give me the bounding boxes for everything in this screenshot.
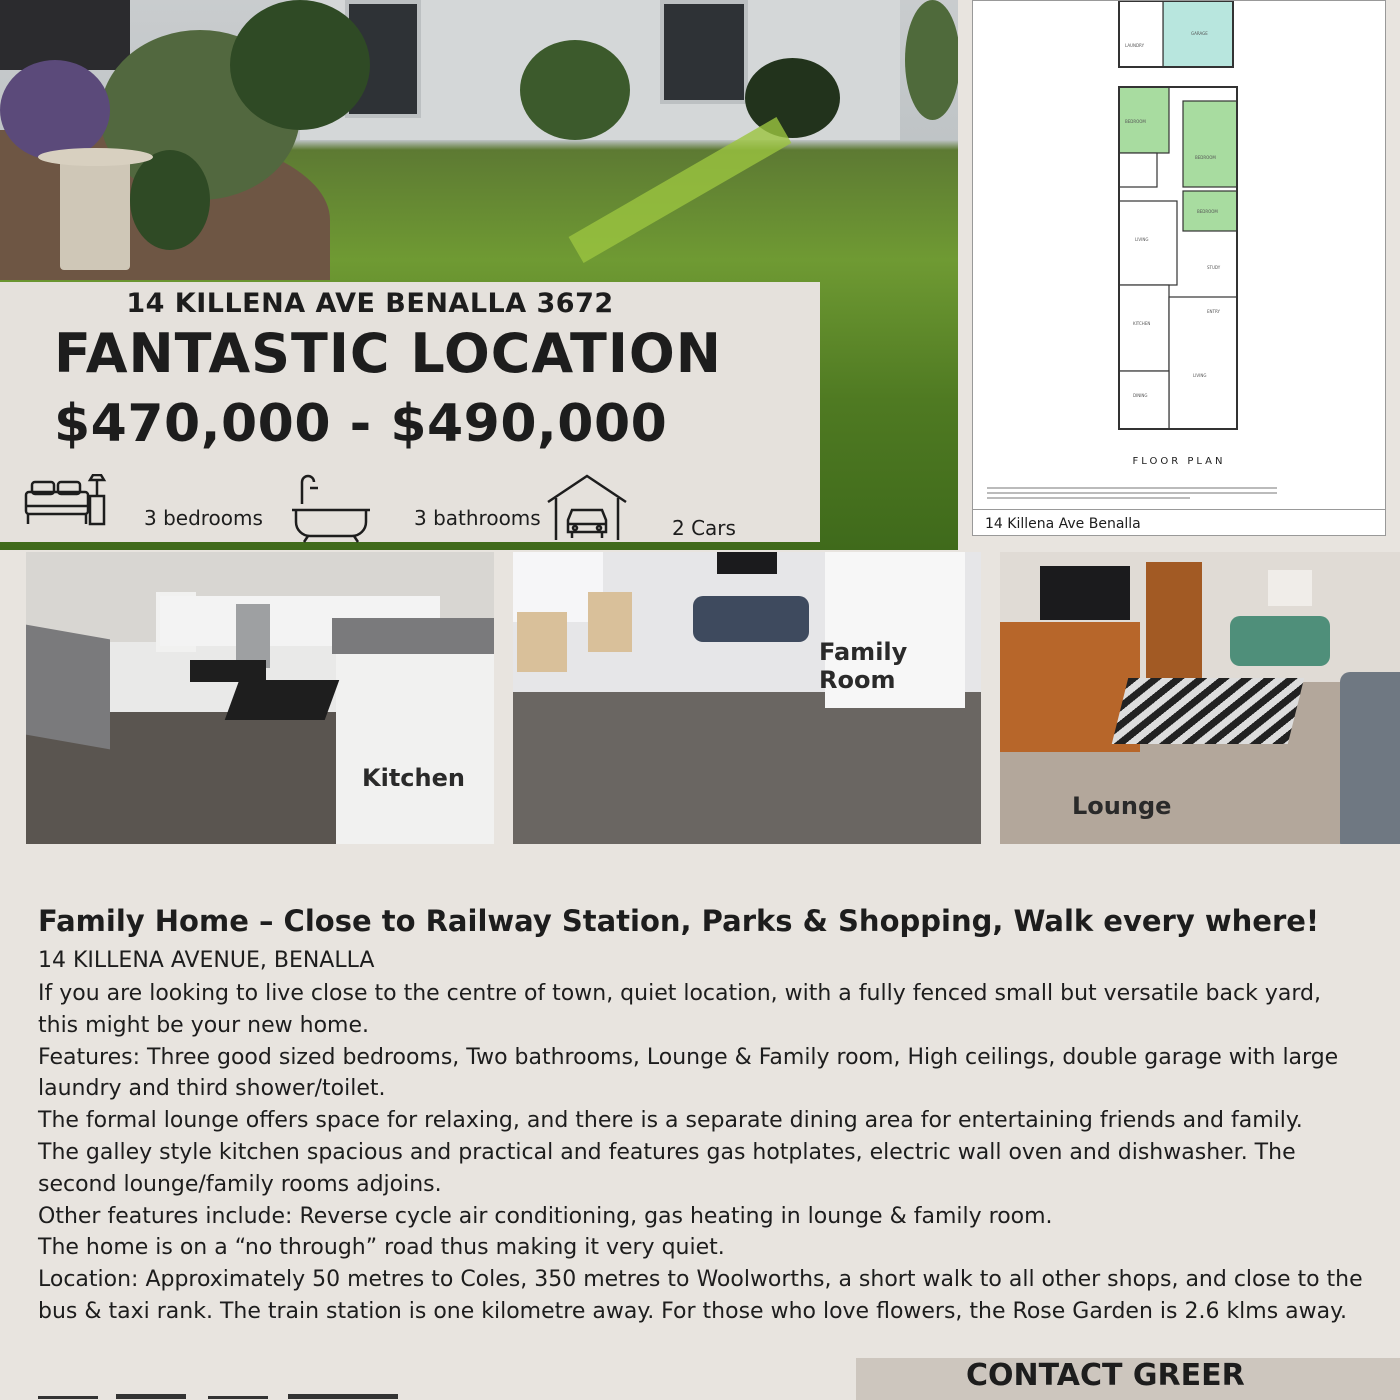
armchair xyxy=(588,592,632,652)
counter xyxy=(26,625,110,750)
house-window xyxy=(660,0,748,104)
garage-icon xyxy=(546,474,628,540)
cars-label: 2 Cars xyxy=(672,516,736,540)
shrub xyxy=(520,40,630,140)
shrub xyxy=(905,0,958,120)
description-paragraph: Location: Approximately 50 metres to Coles, 350 metres to Woolworths, a short walk to all other shops, and close to the bus & taxi rank. The train station is one kilometre away. For those who love flowers, the Rose Garden is 2.6 klms away. xyxy=(38,1267,1363,1324)
lounge-photo xyxy=(1000,552,1400,844)
bed-icon xyxy=(24,474,108,532)
television xyxy=(1040,566,1130,620)
floor-mat xyxy=(225,680,340,720)
svg-text:LAUNDRY: LAUNDRY xyxy=(1125,43,1145,48)
svg-text:STUDY: STUDY xyxy=(1207,265,1221,270)
bathrooms-label: 3 bathrooms xyxy=(414,506,541,530)
shrub xyxy=(130,150,210,250)
bathtub-icon xyxy=(290,474,372,544)
shrub xyxy=(230,0,370,130)
sofa xyxy=(1230,616,1330,666)
svg-text:BEDROOM: BEDROOM xyxy=(1125,119,1146,124)
floor-plan-title: FLOOR PLAN xyxy=(1132,456,1226,467)
description-paragraph: Features: Three good sized bedrooms, Two bathrooms, Lounge & Family room, High ceilings, double garage with large laundry and third shower/toilet. xyxy=(38,1044,1339,1102)
svg-text:GARAGE: GARAGE xyxy=(1191,31,1208,36)
cut-off-text-line xyxy=(38,1386,408,1400)
listing-panel xyxy=(0,282,820,542)
svg-text:LIVING: LIVING xyxy=(1193,373,1207,378)
kitchen-photo xyxy=(26,552,494,844)
svg-text:DINING: DINING xyxy=(1133,393,1148,398)
svg-text:ENTRY: ENTRY xyxy=(1207,309,1220,314)
wall-art xyxy=(1268,570,1312,606)
display-cabinet xyxy=(1146,562,1202,682)
floor-plan xyxy=(972,0,1386,536)
svg-text:BEDROOM: BEDROOM xyxy=(1195,155,1216,160)
fence xyxy=(0,0,130,70)
floor-plan-disclaimer-lines xyxy=(987,487,1277,503)
floor-plan-drawing xyxy=(973,1,1387,441)
family-room-label: Family Room xyxy=(819,638,908,694)
lounge-label: Lounge xyxy=(1072,792,1172,820)
lavender xyxy=(0,60,110,160)
description-paragraph: The formal lounge offers space for relaxing, and there is a separate dining area for entertaining friends and family. xyxy=(38,1108,1303,1134)
armchair xyxy=(517,612,567,672)
bedrooms-label: 3 bedrooms xyxy=(144,506,263,530)
svg-text:BEDROOM: BEDROOM xyxy=(1197,209,1218,214)
sofa xyxy=(693,596,809,642)
contact-label: CONTACT GREER xyxy=(966,1358,1245,1393)
bird-bath-bowl xyxy=(38,148,153,166)
listing-headline: FANTASTIC LOCATION xyxy=(54,322,723,385)
svg-text:LIVING: LIVING xyxy=(1135,237,1149,242)
description-paragraph: The galley style kitchen spacious and practical and features gas hotplates, electric wall oven and dishwasher. The second lounge/family rooms adjoins. xyxy=(38,1139,1296,1197)
island xyxy=(336,632,494,844)
description-paragraph: If you are looking to live close to the centre of town, quiet location, with a fully fenced small but versatile back yard, this might be your new home. xyxy=(38,981,1321,1038)
description-subtitle: 14 KILLENA AVENUE, BENALLA xyxy=(38,948,375,973)
bird-bath xyxy=(60,150,130,270)
island-top xyxy=(332,618,494,654)
sofa xyxy=(1340,672,1400,844)
listing-address: 14 KILLENA AVE BENALLA 3672 xyxy=(126,288,614,319)
contact-banner xyxy=(856,1358,1400,1400)
listing-price: $470,000 - $490,000 xyxy=(54,394,668,454)
floor-plan-caption: 14 Killena Ave Benalla xyxy=(985,516,1141,532)
wall-picture xyxy=(717,552,777,574)
dishwasher xyxy=(236,604,270,668)
description-paragraph: Other features include: Reverse cycle air conditioning, gas heating in lounge & family room. xyxy=(38,1203,1053,1229)
rug xyxy=(1112,678,1304,744)
family-room-photo xyxy=(513,552,981,844)
description-title: Family Home – Close to Railway Station, Parks & Shopping, Walk every where! xyxy=(38,904,1320,938)
floor-mat xyxy=(190,660,266,682)
floor-plan-divider xyxy=(973,509,1385,510)
kitchen-label: Kitchen xyxy=(362,764,465,792)
description-paragraph: The home is on a “no through” road thus making it very quiet. xyxy=(38,1235,725,1261)
description-body xyxy=(38,978,1368,1328)
svg-text:KITCHEN: KITCHEN xyxy=(1133,321,1151,326)
